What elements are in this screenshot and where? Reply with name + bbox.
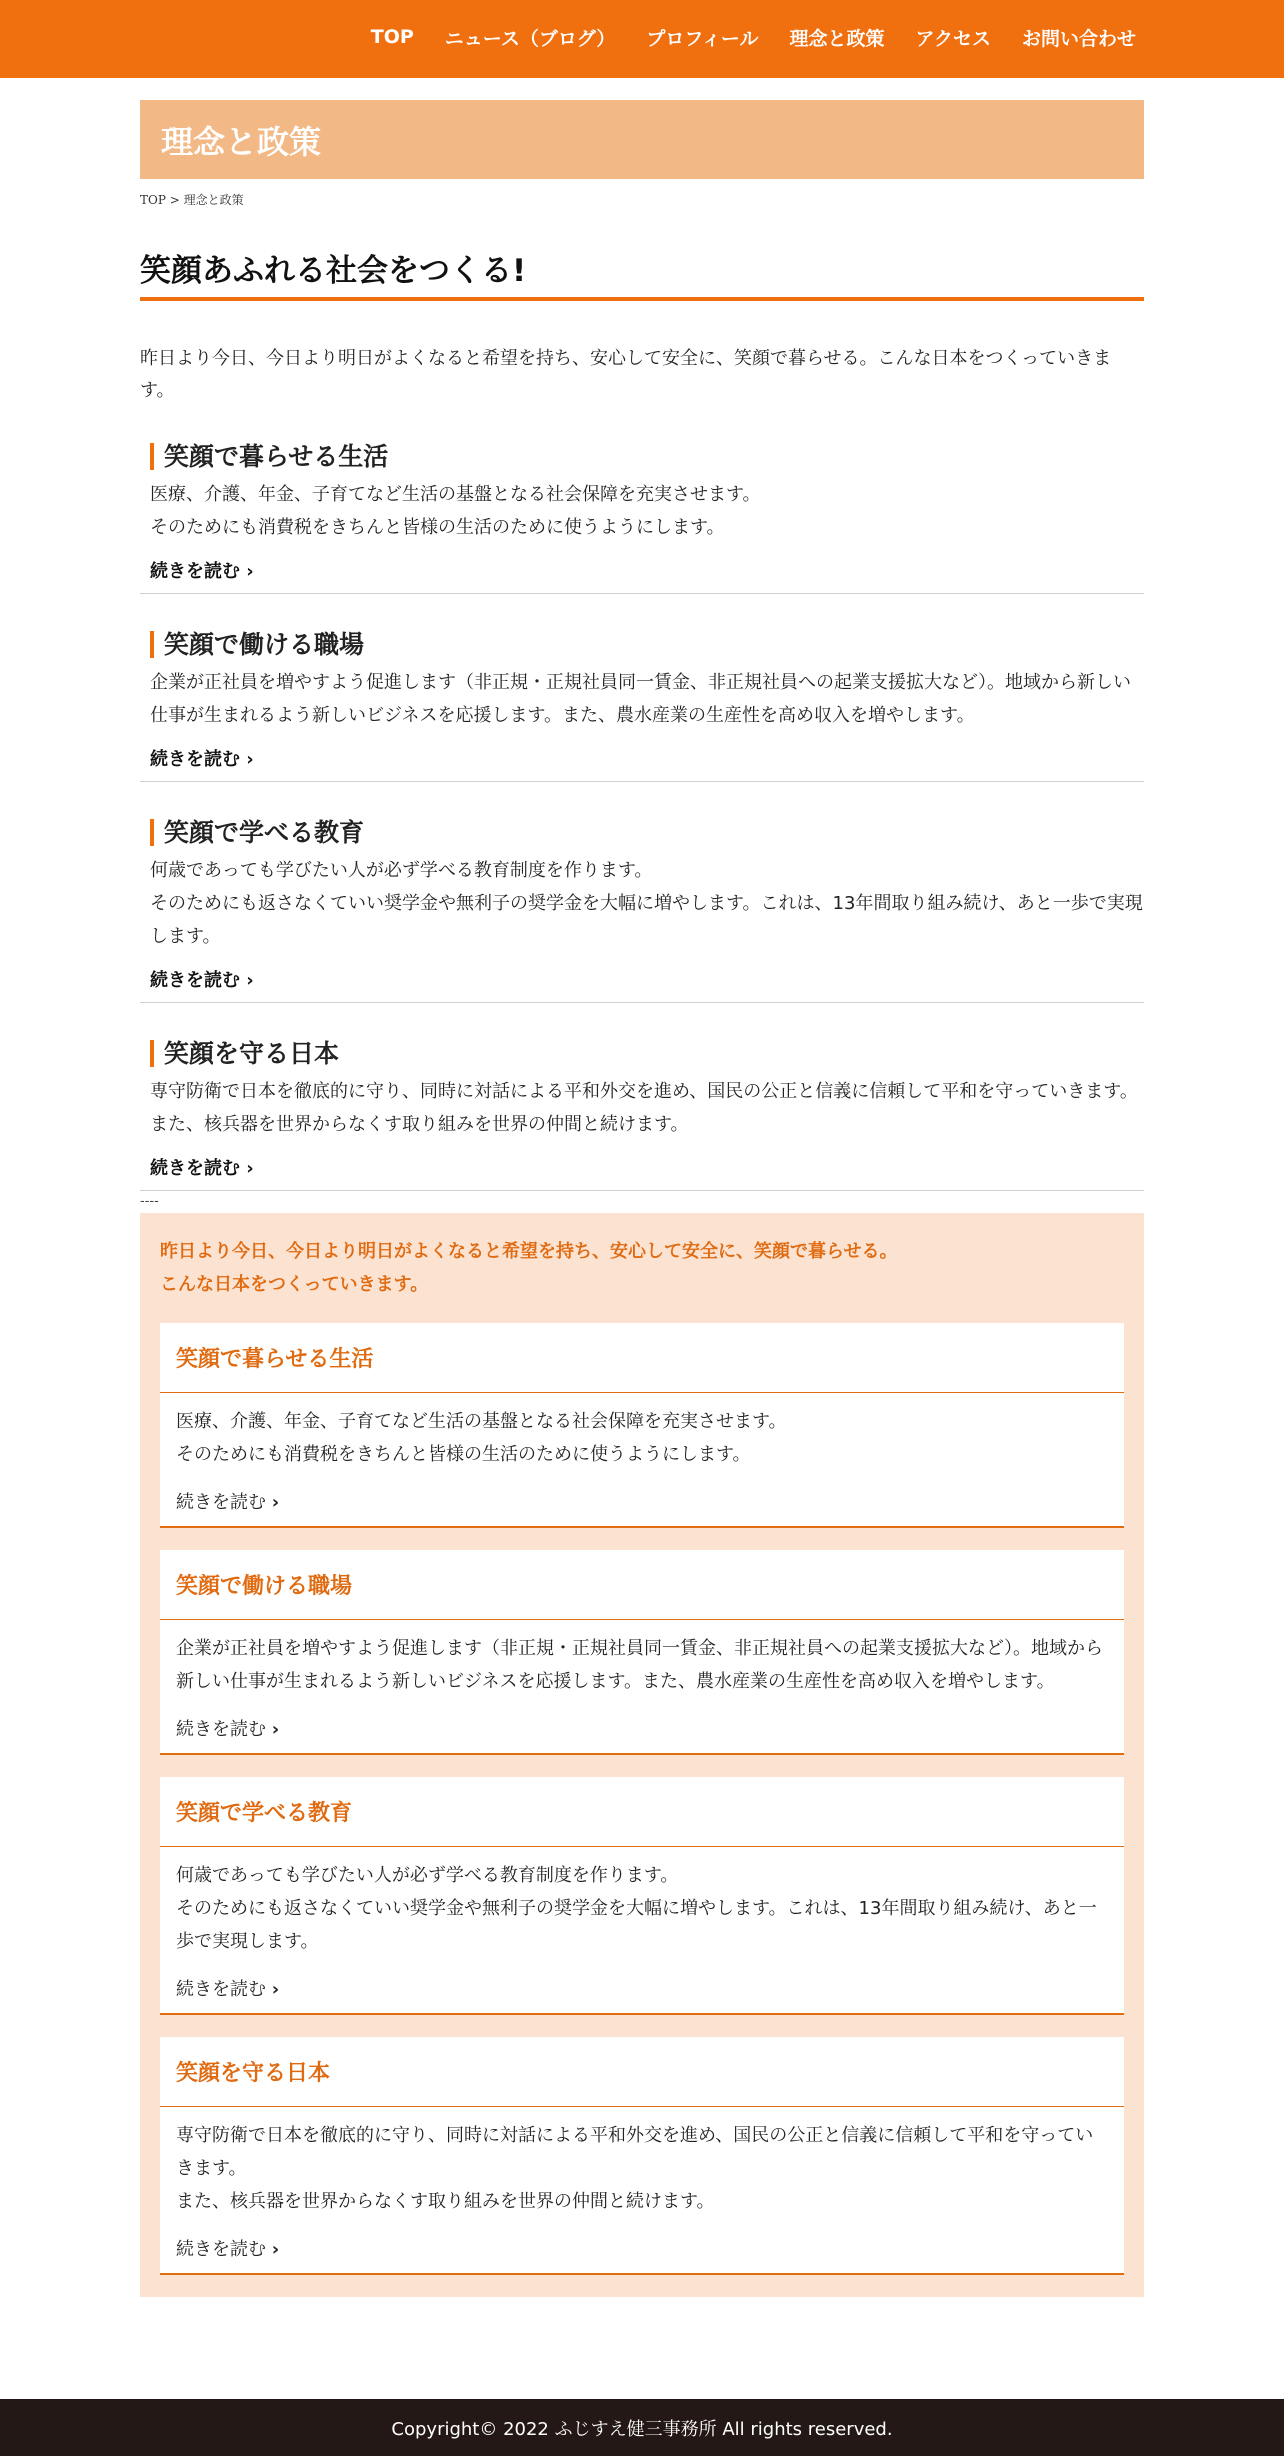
breadcrumb	[140, 191, 1144, 209]
policy-section-work	[140, 631, 1144, 782]
section-line: そのためにも返さなくていい奨学金や無利子の奨学金を大幅に増やします。これは、13年間取り組み続け、あと一歩で実現します。	[150, 893, 1143, 947]
chevron-right-icon: ›	[271, 2239, 280, 2260]
card-title: 笑顔を守る日本	[160, 2037, 1124, 2107]
intro-text: 昨日より今日、今日より明日がよくなると希望を持ち、安心して安全に、笑顔で暮らせる。こんな日本をつくっていきます。	[140, 348, 1112, 401]
policy-section-education	[140, 819, 1144, 1003]
breadcrumb-current: 理念と政策	[183, 193, 244, 207]
section-body	[150, 854, 1144, 953]
card-title: 笑顔で学べる教育	[160, 1777, 1124, 1847]
main-content	[140, 100, 1144, 2297]
read-more-label: 続きを読む	[176, 1719, 266, 1740]
nav-policy[interactable]: 理念と政策	[789, 27, 885, 50]
breadcrumb-separator: >	[169, 193, 180, 207]
nav-news[interactable]: ニュース（ブログ）	[444, 27, 616, 50]
card-body	[160, 1393, 1124, 1471]
section-title: 笑顔を守る日本	[150, 1040, 1144, 1067]
footer	[0, 2399, 1284, 2456]
read-more-label: 続きを読む	[176, 1492, 266, 1513]
section-line: 企業が正社員を増やすよう促進します（非正規・正規社員同一賃金、非正規社員への起業支援拡大など）。地域から新しい仕事が生まれるよう新しいビジネスを応援します。また、農水産業の生産性を高め収入を増やします。	[150, 672, 1131, 726]
page-title: 理念と政策	[161, 122, 322, 161]
nav-access[interactable]: アクセス	[915, 27, 991, 50]
nav-top[interactable]: TOP	[370, 26, 414, 48]
policy-section-life	[140, 443, 1144, 594]
section-body	[150, 478, 1144, 544]
card-line: 医療、介護、年金、子育てなど生活の基盤となる社会保障を充実させます。	[176, 1411, 787, 1432]
summary-lead-line: こんな日本をつくっていきます。	[160, 1274, 429, 1295]
section-line: 医療、介護、年金、子育てなど生活の基盤となる社会保障を充実させます。	[150, 484, 761, 505]
copyright-text: Copyright© 2022 ふじすえ健三事務所 All rights reserved.	[391, 2418, 893, 2440]
breadcrumb-home[interactable]: TOP	[140, 193, 166, 207]
read-more-label: 続きを読む	[176, 1979, 266, 2000]
chevron-right-icon: ›	[271, 1492, 280, 1513]
card-title: 笑顔で働ける職場	[160, 1550, 1124, 1620]
global-nav	[340, 0, 1136, 74]
policy-summary-box	[140, 1213, 1144, 2297]
section-line: そのためにも消費税をきちんと皆様の生活のために使うようにします。	[150, 517, 725, 538]
policy-card-life	[160, 1323, 1124, 1528]
section-title: 笑顔で学べる教育	[150, 819, 1144, 846]
card-body	[160, 2107, 1124, 2218]
card-read-more-link[interactable]	[160, 2218, 1124, 2273]
chevron-right-icon: ›	[271, 1719, 280, 1740]
chevron-right-icon: ›	[271, 1979, 280, 2000]
policy-card-education	[160, 1777, 1124, 2015]
chevron-right-icon: ›	[246, 970, 254, 991]
read-more-label: 続きを読む	[150, 1158, 240, 1179]
policy-card-peace	[160, 2037, 1124, 2275]
main-heading: 笑顔あふれる社会をつくる!	[140, 245, 1144, 301]
read-more-link[interactable]	[150, 557, 254, 583]
card-line: 企業が正社員を増やすよう促進します（非正規・正規社員同一賃金、非正規社員への起業支援拡大など）。地域から新しい仕事が生まれるよう新しいビジネスを応援します。また、農水産業の生産性を高め収入を増やします。	[176, 1638, 1103, 1692]
policy-card-work	[160, 1550, 1124, 1755]
section-body	[150, 1075, 1144, 1141]
header-bar	[0, 0, 1284, 78]
card-read-more-link[interactable]	[160, 1958, 1124, 2013]
chevron-right-icon: ›	[246, 749, 254, 770]
nav-profile[interactable]: プロフィール	[646, 27, 759, 50]
card-line: 専守防衛で日本を徹底的に守り、同時に対話による平和外交を進め、国民の公正と信義に信頼して平和を守っていきます。	[176, 2125, 1094, 2179]
divider-text: ----	[140, 1194, 159, 1209]
section-line: また、核兵器を世界からなくす取り組みを世界の仲間と続けます。	[150, 1114, 689, 1135]
policy-section-peace	[140, 1040, 1144, 1191]
read-more-link[interactable]	[150, 745, 254, 771]
read-more-label: 続きを読む	[150, 970, 240, 991]
section-title: 笑顔で暮らせる生活	[150, 443, 1144, 470]
page-title-banner	[140, 100, 1144, 179]
chevron-right-icon: ›	[246, 1158, 254, 1179]
card-title: 笑顔で暮らせる生活	[160, 1323, 1124, 1393]
card-body	[160, 1620, 1124, 1698]
chevron-right-icon: ›	[246, 561, 254, 582]
nav-contact[interactable]: お問い合わせ	[1021, 27, 1136, 50]
read-more-link[interactable]	[150, 1154, 254, 1180]
card-line: 何歳であっても学びたい人が必ず学べる教育制度を作ります。	[176, 1865, 679, 1886]
card-read-more-link[interactable]	[160, 1698, 1124, 1753]
read-more-label: 続きを読む	[176, 2239, 266, 2260]
section-title: 笑顔で働ける職場	[150, 631, 1144, 658]
section-line: 何歳であっても学びたい人が必ず学べる教育制度を作ります。	[150, 860, 653, 881]
card-line: そのためにも消費税をきちんと皆様の生活のために使うようにします。	[176, 1444, 751, 1465]
summary-lead-line: 昨日より今日、今日より明日がよくなると希望を持ち、安心して安全に、笑顔で暮らせる。	[160, 1241, 898, 1262]
card-line: また、核兵器を世界からなくす取り組みを世界の仲間と続けます。	[176, 2191, 715, 2212]
summary-lead	[160, 1235, 1124, 1301]
card-body	[160, 1847, 1124, 1958]
read-more-label: 続きを読む	[150, 749, 240, 770]
card-read-more-link[interactable]	[160, 1471, 1124, 1526]
section-line: 専守防衛で日本を徹底的に守り、同時に対話による平和外交を進め、国民の公正と信義に信頼して平和を守っていきます。	[150, 1081, 1138, 1102]
read-more-link[interactable]	[150, 966, 254, 992]
card-line: そのためにも返さなくていい奨学金や無利子の奨学金を大幅に増やします。これは、13年間取り組み続け、あと一歩で実現します。	[176, 1898, 1097, 1952]
read-more-label: 続きを読む	[150, 561, 240, 582]
section-body	[150, 666, 1144, 732]
